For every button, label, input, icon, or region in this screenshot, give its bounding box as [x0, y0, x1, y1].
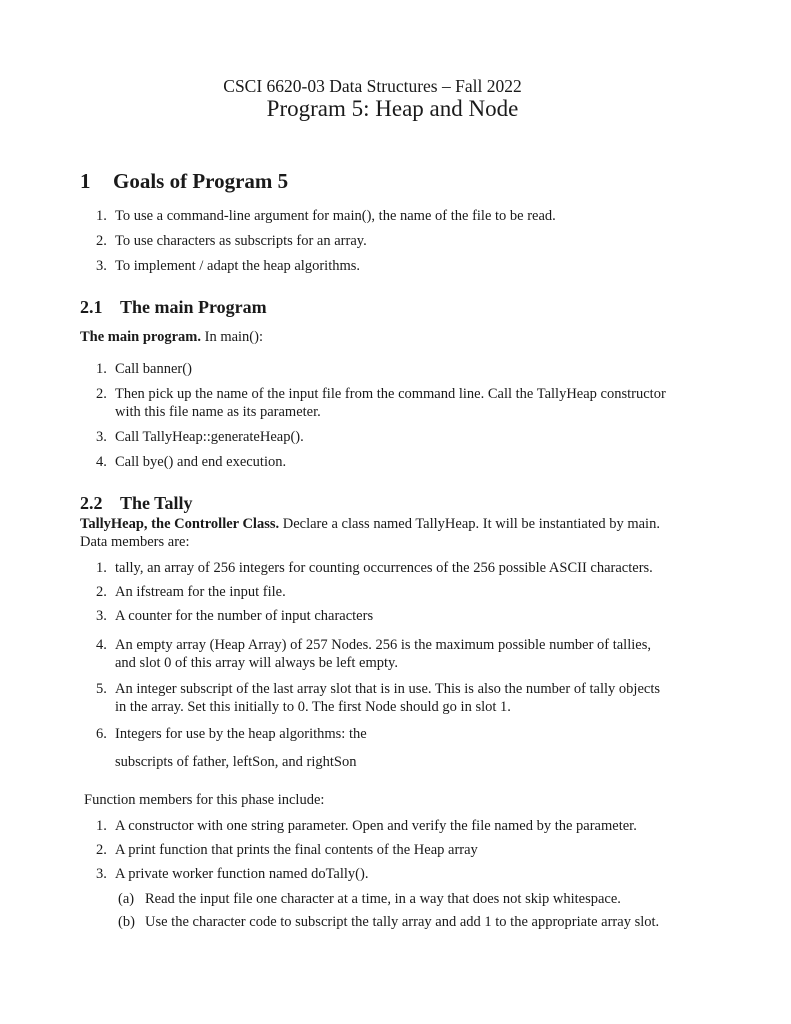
- list-number: 1.: [96, 818, 107, 834]
- list-text: An ifstream for the input file.: [115, 584, 286, 600]
- list-text: tally, an array of 256 integers for counting occurrences of the 256 possible ASCII characters.: [115, 560, 653, 576]
- list-text: Integers for use by the heap algorithms: the: [115, 726, 367, 742]
- list-number: 1.: [96, 560, 107, 576]
- list-text: An empty array (Heap Array) of 257 Nodes. 256 is the maximum possible number of tallies,: [115, 637, 651, 653]
- goal-item: [96, 208, 556, 225]
- list-text: To implement / adapt the heap algorithms.: [115, 258, 361, 274]
- section-2-2-heading: [80, 493, 193, 514]
- sub-item: [118, 891, 621, 908]
- list-number: 3.: [96, 608, 107, 624]
- data-member-continuation: subscripts of father, leftSon, and rightSon: [115, 754, 357, 770]
- list-number: 6.: [96, 726, 107, 742]
- list-number: 2.: [96, 584, 107, 600]
- list-number: 5.: [96, 681, 107, 697]
- data-member-item: [96, 637, 651, 654]
- tallyheap-lead: [80, 516, 660, 533]
- section-2-1-title: The main Program: [120, 297, 267, 317]
- data-member-item: [96, 608, 373, 625]
- section-1-title: Goals of Program 5: [113, 169, 289, 193]
- list-text: Then pick up the name of the input file from the command line. Call the TallyHeap constructor: [115, 386, 666, 402]
- list-text: Call bye() and end execution.: [115, 454, 287, 470]
- function-item: [96, 866, 368, 883]
- function-item: [96, 842, 478, 859]
- goal-item: [96, 233, 367, 250]
- goal-item: [96, 258, 360, 275]
- main-item: [96, 361, 192, 378]
- data-member-item: [96, 681, 660, 698]
- main-item: [96, 429, 304, 446]
- section-2-1-heading: [80, 297, 267, 318]
- program-title: Program 5: Heap and Node: [266, 96, 519, 121]
- sub-item-label: (b): [118, 914, 135, 930]
- list-text: An integer subscript of the last array slot that is in use. This is also the number of tally objects: [115, 681, 660, 697]
- list-text: A print function that prints the final contents of the Heap array: [115, 842, 478, 858]
- function-members-intro: Function members for this phase include:: [84, 792, 325, 808]
- function-item: [96, 818, 637, 835]
- sub-item: [118, 914, 659, 931]
- list-text: To use characters as subscripts for an array.: [115, 233, 367, 249]
- list-text: A private worker function named doTally().: [115, 866, 369, 882]
- list-text: Call banner(): [115, 361, 192, 377]
- list-number: 1.: [96, 208, 107, 224]
- sub-item-text: Read the input file one character at a time, in a way that does not skip whitespace.: [145, 891, 621, 907]
- list-number: 4.: [96, 454, 107, 470]
- data-member-item: [96, 726, 367, 743]
- list-text: A constructor with one string parameter. Open and verify the file named by the parameter.: [115, 818, 637, 834]
- list-number: 3.: [96, 866, 107, 882]
- list-number: 2.: [96, 386, 107, 402]
- lead-bold: TallyHeap, the Controller Class.: [80, 516, 280, 532]
- sub-item-text: Use the character code to subscript the tally array and add 1 to the appropriate array slot.: [145, 914, 660, 930]
- list-text: Call TallyHeap::generateHeap().: [115, 429, 304, 445]
- list-number: 2.: [96, 233, 107, 249]
- list-number: 3.: [96, 258, 107, 274]
- list-number: 4.: [96, 637, 107, 653]
- section-2-2-title: The Tally: [120, 493, 193, 513]
- data-member-continuation: in the array. Set this initially to 0. The first Node should go in slot 1.: [115, 699, 511, 715]
- main-item-continuation: with this file name as its parameter.: [115, 404, 321, 420]
- data-member-continuation: and slot 0 of this array will always be left empty.: [115, 655, 398, 671]
- section-1-heading: [80, 169, 288, 194]
- main-item: [96, 454, 286, 471]
- course-title: CSCI 6620-03 Data Structures – Fall 2022: [223, 76, 522, 96]
- data-member-item: [96, 560, 653, 577]
- lead-text: In main():: [200, 329, 263, 345]
- main-item: [96, 386, 666, 403]
- sub-item-label: (a): [118, 891, 135, 907]
- lead-bold: The main program.: [80, 329, 201, 345]
- section-2-1-number: 2.1: [80, 297, 103, 317]
- list-text: To use a command-line argument for main(), the name of the file to be read.: [115, 208, 556, 224]
- main-program-lead: [80, 329, 263, 346]
- lead-text: Declare a class named TallyHeap. It will be instantiated by main.: [279, 516, 660, 532]
- section-2-2-number: 2.2: [80, 493, 103, 513]
- tallyheap-lead-continuation: Data members are:: [80, 534, 190, 550]
- section-1-number: 1: [80, 169, 91, 193]
- list-number: 3.: [96, 429, 107, 445]
- list-number: 1.: [96, 361, 107, 377]
- data-member-item: [96, 584, 286, 601]
- list-text: A counter for the number of input characters: [115, 608, 374, 624]
- list-number: 2.: [96, 842, 107, 858]
